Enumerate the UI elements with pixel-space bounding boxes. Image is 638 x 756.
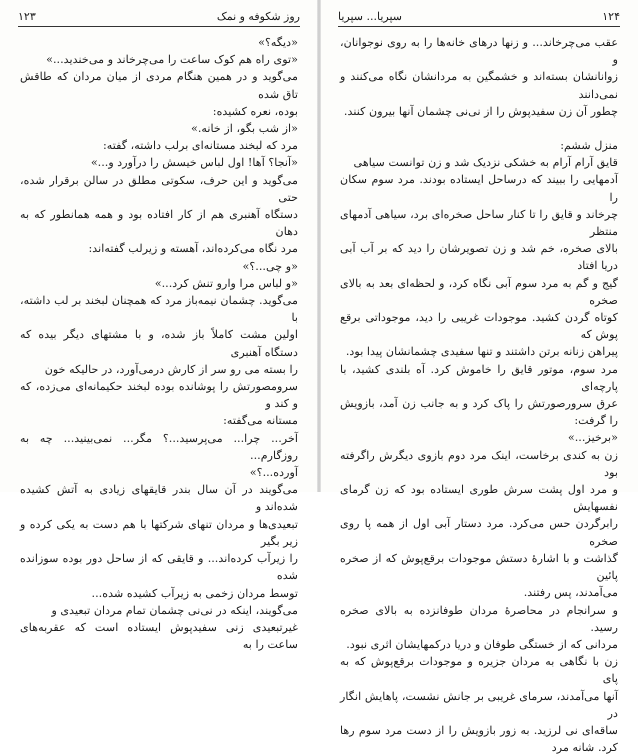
text-line: می‌گوید و در همین هنگام مردی از میان مردان که طاقش تاق شده [20,70,298,101]
text-line: عرق سرورصورتش را پاک کرد و به جانب زن آمد، بازویش را گرفت: [340,397,618,428]
left-page-number: ۱۲۳ [18,9,36,23]
text-line: «آنجا؟ آها! اول لباس خیسش را درآورد و...» [90,156,298,170]
text-line: زوانانشان بسته‌اند و خشمگین به مردانشان نگاه می‌کنند و نمی‌دانند [340,70,618,101]
text-line: مرد نگاه می‌کرده‌اند، آهسته و زیرلب گفته‌اند: [88,242,298,256]
text-line: می‌آمدند، پس رفتند. [523,586,618,600]
left-running-head: روز شکوفه و نمک [216,9,300,23]
text-line: مرد سوم، موتور قایق را خاموش کرد. آه بلندی کشید، با پارچه‌ای [340,362,618,393]
right-page [320,0,638,755]
text-line: گیج و گم به مرد سوم آبی نگاه کرد، و لحظه‌ای بعد به بالای صخره [340,276,618,307]
text-line: قایق آرام آرام به خشکی نزدیک شد و زن توانست سیاهی [353,156,618,170]
text-line: می‌گویند در آن سال بندر قایقهای زیادی به آتش کشیده شده‌اند و [20,483,298,514]
text-line: آنها می‌آمدند، سرمای غریبی بر جانش نشست، پاهایش انگار در [340,689,618,720]
text-line: «و چی...؟» [242,259,298,273]
text-line: مرد که لبخند مستانه‌ای برلب داشته، گفته: [102,139,298,153]
text-line: غیرتبعیدی زنی سفیدپوش ایستاده است که عقربه‌های ساعت را به [20,620,298,652]
left-page [0,0,318,652]
text-line [340,120,618,137]
text-line: توسط مردان زخمی به زیرآب کشیده شده... [91,586,298,600]
right-page-body [340,34,618,755]
text-line: و سرانجام در محاصرهٔ مردان طوفانزده به بالای صخره رسید. [340,603,618,634]
text-line: آخر... چرا... می‌پرسید...؟ مگر... نمی‌بینید... چه به روزگارم... [20,431,298,462]
text-line: منزل ششم: [560,139,618,153]
text-line: را بسته می‌ رو سر از کارش درمی‌آورد، در حالیکه خون [44,362,298,376]
left-header-rule [18,26,300,27]
text-line: دستگاه آهنبری هم از کار افتاده بود و همه همانطور که به دهان [20,208,298,239]
text-line: سرومصورتش را پوشانده بوده لبخند حکیمانه‌ای می‌زده، که و کند و [20,380,298,411]
text-line: چطور آن زن سفیدپوش را از نی‌نی چشمان آنها بیرون کنند. [343,104,618,118]
text-line: می‌گوید. چشمان نیمه‌باز مرد که همچنان لبخند بر لب داشته، با [20,294,298,325]
text-line: می‌گویند، اینکه در نی‌نی چشمان تمام مردان تبعیدی و [51,603,298,617]
text-line: زن به کندی برخاست، اینک مرد دوم بازوی دیگرش راگرفته بود [340,448,618,479]
text-line: بالای صخره، خم شد و زن تصویرشان را دید که بر آب آبی دریا افتاد [340,242,618,273]
right-running-head: سپریا... سپریا [338,9,403,23]
text-line: مردانی که از خستگی طوفان و دریا درکمهایشان اثری نبود. [346,637,618,651]
text-line: «از شب بگو، از خانه.» [191,122,298,136]
text-line: گذاشت و با اشارهٔ دستش موجودات برقع‌پوش که از صخره پائین [340,551,618,583]
text-line: و مرد اول پشت سرش طوری ایستاده بود که زن گرمای نفسهایش [340,483,618,514]
text-line: بوده، نعره کشیده: [212,104,298,118]
right-header-rule [338,26,620,27]
text-line: را زیرآب کرده‌اند... و قایقی که از ساحل دور بوده سوزانده شده [20,552,298,583]
text-line: رابرگردن حس می‌کرد. مرد دستار آبی اول از همه پا روی صخره [340,517,618,548]
text-line: آدمهایی را ببیند که درساحل ایستاده بودند. مرد سوم سکان را [340,173,618,204]
left-page-header [18,8,300,24]
text-line: زن با نگاهی به مردان جزیره و موجودات برقع‌پوش که به پای [340,655,618,686]
right-page-header [338,8,620,24]
text-line: آورده...؟» [249,466,298,480]
left-page-body [20,34,298,652]
text-line: پیراهن زنانه برتن داشتند و تنها سفیدی چشمانشان پیدا بود. [345,345,618,359]
text-line: «دیگه؟» [258,36,298,49]
right-page-number: ۱۲۴ [602,9,620,23]
text-line: «و لباس مرا وارو تنش کرد...» [154,276,298,290]
text-line: چرخاند و قایق را تا کنار ساحل صخره‌ای برد، سیاهی آدمهای منتظر [340,207,618,239]
text-line: اولین مشت کاملاً باز شده، و با مشتهای دیگر بیده که دستگاه آهنبری [20,328,298,359]
text-line: عقب می‌چرخاند... و زنها درهای خانه‌ها را به روی نوجوانان، و [340,36,618,67]
text-line: کوتاه گردن کشید. موجودات غریبی را دید، موجوداتی برقع پوش که [340,311,618,342]
text-line: مستانه می‌گفته: [223,414,298,428]
text-line: «توی راه هم کوک ساعت را می‌چرخاند و می‌خندید...» [46,53,298,67]
text-line: می‌گوید و این حرف، سکوتی مطلق در سالن برقرار شده، حتی [20,173,298,204]
text-line: «برخیز...» [567,431,618,445]
text-line: تبعیدی‌ها و مردان تنهای شرکتها با هم دست به یکی کرده و زیر بگیر [20,517,298,548]
text-line: ساقه‌ای نی لرزید. به زور بازویش را از دست مرد سوم رها کرد. شانه مرد [340,723,618,755]
